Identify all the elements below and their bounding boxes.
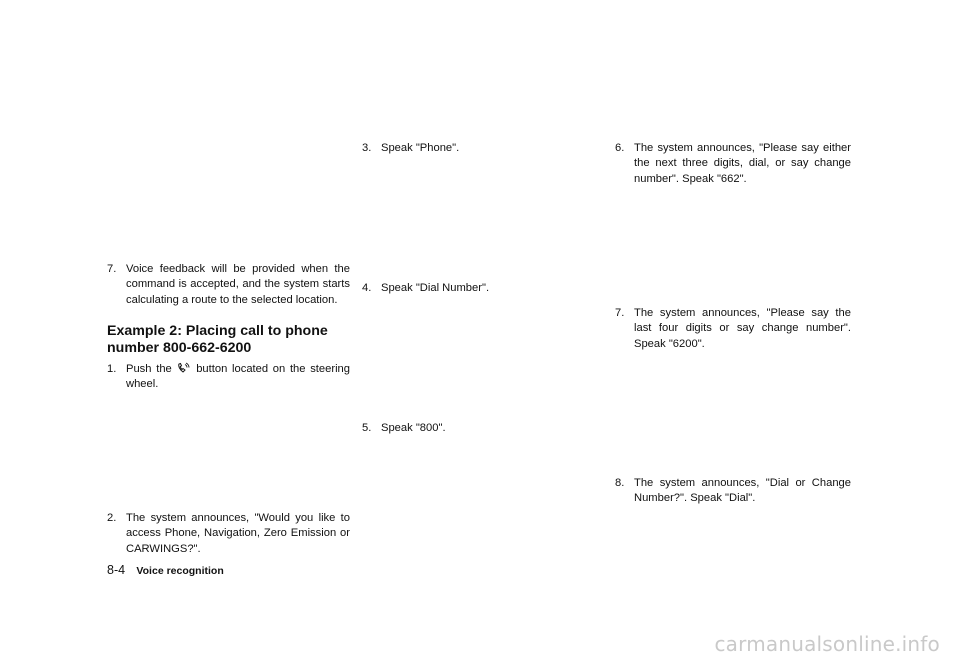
step-5-speak-800: [362, 421, 605, 436]
step-2-announcement: [107, 511, 350, 557]
page-number: 8-4: [107, 563, 126, 577]
step-text: The system announces, "Please say either the next three digits, dial, or say change number". Speak "662".: [634, 142, 851, 185]
section-title: Voice recognition: [136, 565, 224, 577]
step-text: [107, 362, 350, 393]
step-text: The system announces, "Would you like to access Phone, Navigation, Zero Emission or CARWINGS?".: [126, 512, 350, 555]
step-number: 7.: [615, 307, 625, 319]
step-text: The system announces, "Please say the last four digits or say change number". Speak "6200".: [634, 307, 851, 350]
step-6-speak-662: [615, 141, 851, 187]
step-text-after: button located on the steering wheel.: [126, 363, 351, 391]
step-text: The system announces, "Dial or Change Number?". Speak "Dial".: [634, 477, 851, 505]
step-7-route: [107, 262, 350, 308]
step-4-speak-dial-number: [362, 281, 605, 296]
heading-line-1: Example 2: Placing call to phone: [107, 323, 328, 339]
step-text: Speak "800".: [381, 422, 446, 434]
heading-line-2: number 800-662-6200: [107, 339, 252, 356]
step-text-before: Push the: [126, 363, 172, 375]
step-number: 7.: [107, 263, 117, 275]
section-heading: [107, 323, 357, 356]
step-number: 5.: [362, 422, 372, 434]
step-number: 6.: [615, 142, 625, 154]
step-number: 2.: [107, 512, 117, 524]
step-text: Voice feedback will be provided when the command is accepted, and the system starts calculating a route to the selected location.: [126, 263, 350, 306]
step-number: 4.: [362, 282, 372, 294]
step-3-speak-phone: [362, 141, 605, 156]
step-1-push-button: [107, 362, 350, 393]
step-7-speak-6200: [615, 306, 851, 352]
phone-talk-icon: [177, 362, 190, 374]
step-number: 8.: [615, 477, 625, 489]
step-text: Speak "Phone".: [381, 142, 460, 154]
step-number: 3.: [362, 142, 372, 154]
step-text: Speak "Dial Number".: [381, 282, 490, 294]
page-footer: [107, 563, 224, 577]
watermark: carmanualsonline.info: [714, 632, 940, 656]
step-number: 1.: [107, 363, 117, 375]
step-8-speak-dial: [615, 476, 851, 507]
